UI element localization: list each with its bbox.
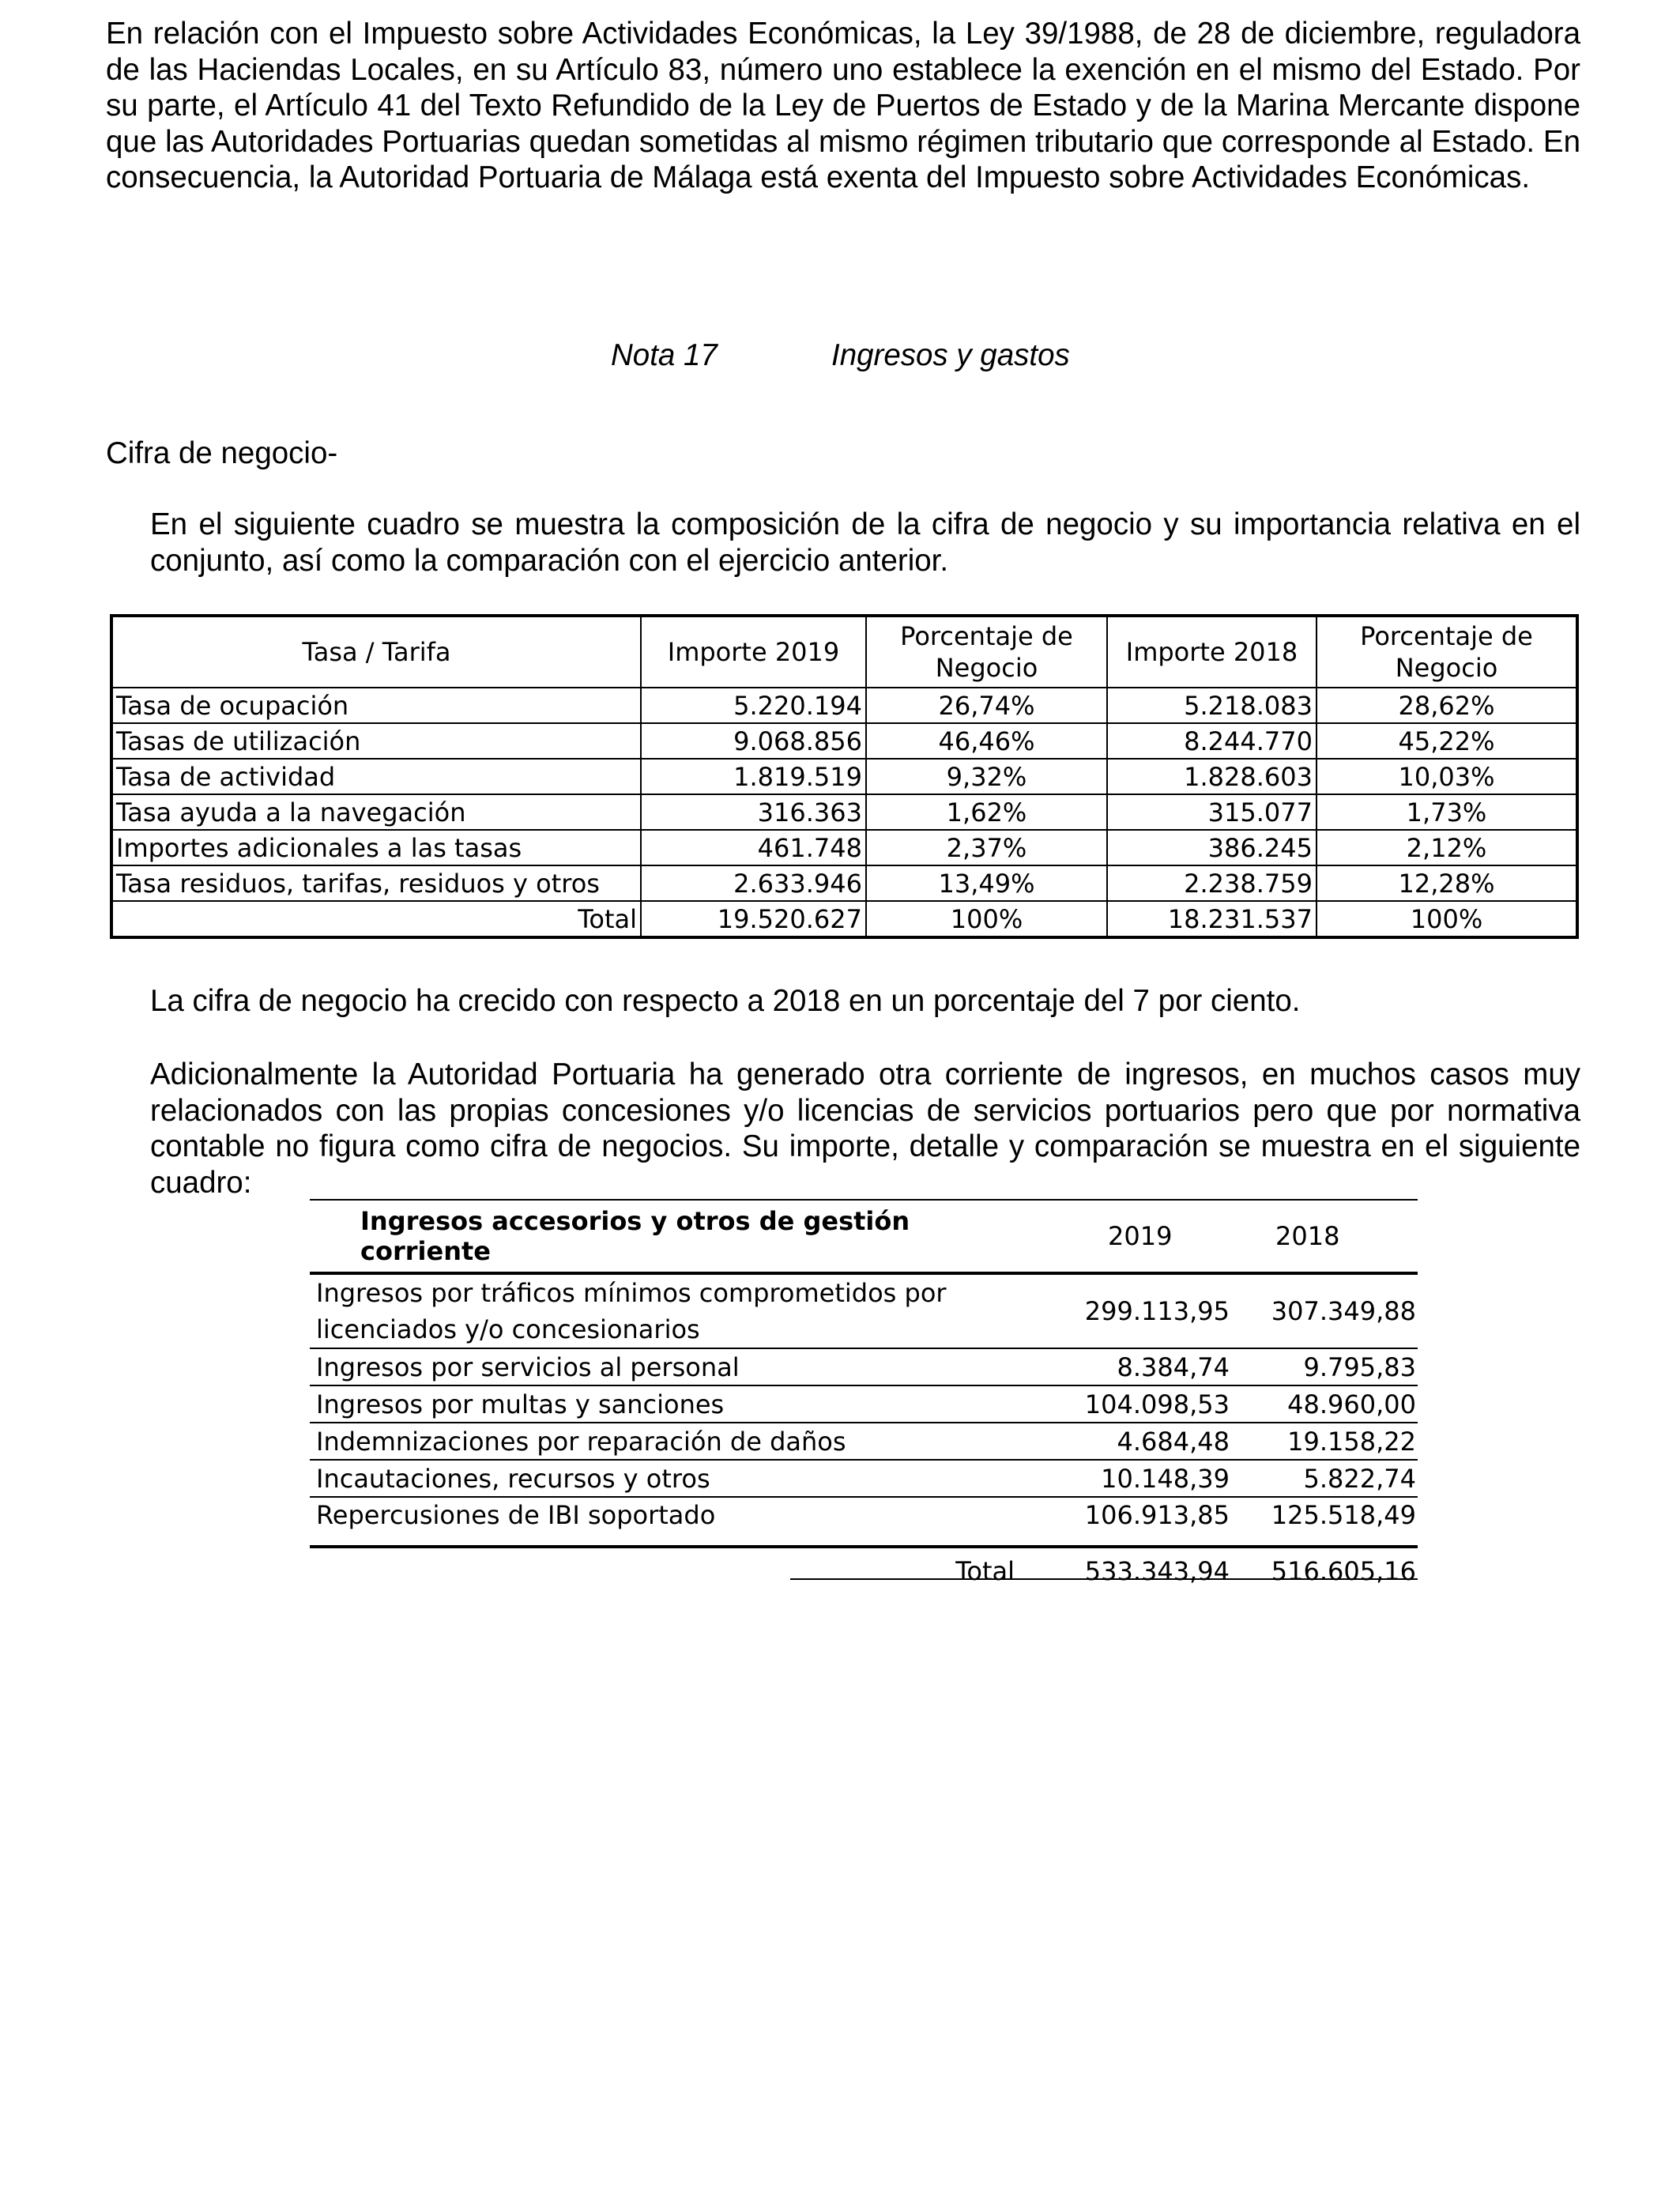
- total-underline: [790, 1578, 1418, 1580]
- table-row: [111, 688, 1577, 723]
- row-importe-2018: 1.828.603: [1107, 759, 1317, 794]
- row-porcentaje-2018: 12,28%: [1317, 865, 1577, 901]
- turnover-table-header: [111, 616, 1577, 688]
- table-row: [111, 865, 1577, 901]
- row-porcentaje-2019: 2,37%: [866, 830, 1107, 865]
- header-tasa-tarifa: Tasa / Tarifa: [111, 616, 641, 688]
- total-value-2019: 533.343,94: [1084, 1556, 1230, 1586]
- header-importe-2019: Importe 2019: [641, 616, 866, 688]
- paragraph-table2-intro: Adicionalmente la Autoridad Portuaria ha generado otra corriente de ingresos, en muchos casos muy relacionados con las propias concesiones y/o licencias de servicios portuarios pero que por normativa contable no figura como cifra de negocios. Su importe, detalle y comparación se muestra en el siguiente cuadro:: [150, 1057, 1580, 1200]
- row-importe-2019: 2.633.946: [641, 865, 866, 901]
- row-importe-2019: 1.819.519: [641, 759, 866, 794]
- row-label: Tasa de ocupación: [111, 688, 641, 723]
- table-total-row: [111, 901, 1577, 937]
- table-row: [310, 1349, 1418, 1386]
- row-importe-2018: 8.244.770: [1107, 723, 1317, 759]
- total-porcentaje-2018: 100%: [1317, 901, 1577, 937]
- row-porcentaje-2019: 1,62%: [866, 794, 1107, 830]
- row-importe-2018: 315.077: [1107, 794, 1317, 830]
- row-porcentaje-2018: 2,12%: [1317, 830, 1577, 865]
- other-income-table-header: [310, 1201, 1418, 1275]
- table-row: [310, 1275, 1418, 1349]
- table-row: [111, 759, 1577, 794]
- row-label: Ingresos por multas y sanciones: [316, 1389, 725, 1419]
- row-label: Repercusiones de IBI soportado: [316, 1500, 716, 1530]
- row-porcentaje-2019: 9,32%: [866, 759, 1107, 794]
- total-importe-2018: 18.231.537: [1107, 901, 1317, 937]
- row-value-2019: 104.098,53: [1084, 1389, 1230, 1419]
- row-label: Tasa de actividad: [111, 759, 641, 794]
- row-value-2018: 125.518,49: [1271, 1500, 1416, 1530]
- header-2019: 2019: [1108, 1221, 1173, 1251]
- intro-paragraph: En relación con el Impuesto sobre Actividades Económicas, la Ley 39/1988, de 28 de diciembre, reguladora de las Haciendas Locales, en su Artículo 83, número uno establece la exención en el mismo del Estado. Por su parte, el Artículo 41 del Texto Refundido de la Ley de Puertos de Estado y de la Marina Mercante dispone que las Autoridades Portuarias quedan sometidas al mismo régimen tributario que corresponde al Estado. En consecuencia, la Autoridad Portuaria de Málaga está exenta del Impuesto sobre Actividades Económicas.: [106, 17, 1580, 194]
- table-row: [111, 830, 1577, 865]
- row-label: Tasas de utilización: [111, 723, 641, 759]
- table-row: [310, 1423, 1418, 1461]
- other-income-table: [310, 1199, 1418, 1586]
- row-porcentaje-2018: 28,62%: [1317, 688, 1577, 723]
- header-concept: Ingresos accesorios y otros de gestión corriente: [360, 1206, 910, 1266]
- row-importe-2019: 316.363: [641, 794, 866, 830]
- row-porcentaje-2018: 10,03%: [1317, 759, 1577, 794]
- header-2018: 2018: [1275, 1221, 1340, 1251]
- turnover-table: [110, 614, 1579, 939]
- row-importe-2018: 2.238.759: [1107, 865, 1317, 901]
- row-label: Tasa residuos, tarifas, residuos y otros: [111, 865, 641, 901]
- row-label: Importes adicionales a las tasas: [111, 830, 641, 865]
- table-row: [111, 794, 1577, 830]
- row-value-2018: 19.158,22: [1287, 1426, 1416, 1457]
- row-importe-2018: 5.218.083: [1107, 688, 1317, 723]
- total-porcentaje-2019: 100%: [866, 901, 1107, 937]
- row-value-2019: 299.113,95: [1084, 1296, 1230, 1326]
- row-porcentaje-2019: 46,46%: [866, 723, 1107, 759]
- section-heading: Cifra de negocio-: [106, 436, 338, 470]
- table-row: [310, 1498, 1418, 1548]
- row-porcentaje-2018: 1,73%: [1317, 794, 1577, 830]
- row-label: Ingresos por servicios al personal: [316, 1351, 740, 1382]
- table-total-row: [310, 1548, 1418, 1586]
- row-label: Incautaciones, recursos y otros: [316, 1463, 710, 1494]
- row-label: Indemnizaciones por reparación de daños: [316, 1426, 846, 1457]
- row-value-2018: 5.822,74: [1303, 1463, 1416, 1494]
- paragraph-growth: La cifra de negocio ha crecido con respecto a 2018 en un porcentaje del 7 por ciento.: [150, 984, 1301, 1018]
- table-row: [310, 1386, 1418, 1423]
- row-importe-2018: 386.245: [1107, 830, 1317, 865]
- total-importe-2019: 19.520.627: [641, 901, 866, 937]
- row-label: Tasa ayuda a la navegación: [111, 794, 641, 830]
- table-row: [111, 723, 1577, 759]
- row-porcentaje-2018: 45,22%: [1317, 723, 1577, 759]
- row-value-2018: 9.795,83: [1303, 1351, 1416, 1382]
- header-porcentaje-2019: Porcentaje de Negocio: [866, 616, 1107, 688]
- row-value-2018: 48.960,00: [1287, 1389, 1416, 1419]
- row-value-2019: 10.148,39: [1101, 1463, 1230, 1494]
- row-value-2019: 106.913,85: [1084, 1500, 1230, 1530]
- row-importe-2019: 9.068.856: [641, 723, 866, 759]
- table-row: [310, 1461, 1418, 1498]
- total-value-2018: 516.605,16: [1271, 1556, 1416, 1586]
- row-value-2019: 4.684,48: [1117, 1426, 1230, 1457]
- header-porcentaje-2018: Porcentaje de Negocio: [1317, 616, 1577, 688]
- nota-title: Ingresos y gastos: [831, 338, 1070, 372]
- row-importe-2019: 5.220.194: [641, 688, 866, 723]
- row-porcentaje-2019: 26,74%: [866, 688, 1107, 723]
- row-value-2018: 307.349,88: [1271, 1296, 1416, 1326]
- row-importe-2019: 461.748: [641, 830, 866, 865]
- total-label: Total: [955, 1556, 1015, 1586]
- total-label: Total: [111, 901, 641, 937]
- row-value-2019: 8.384,74: [1117, 1351, 1230, 1382]
- row-porcentaje-2019: 13,49%: [866, 865, 1107, 901]
- row-label: Ingresos por tráficos mínimos comprometidos por licenciados y/o concesionarios: [316, 1278, 947, 1344]
- header-importe-2018: Importe 2018: [1107, 616, 1317, 688]
- paragraph-table1-intro: En el siguiente cuadro se muestra la composición de la cifra de negocio y su importancia relativa en el conjunto, así como la comparación con el ejercicio anterior.: [150, 507, 1580, 578]
- nota-number: Nota 17: [611, 338, 718, 372]
